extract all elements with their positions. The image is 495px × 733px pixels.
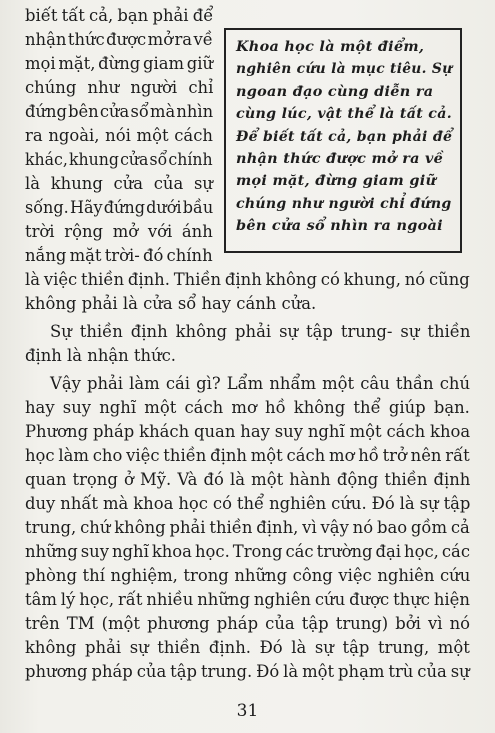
body-line-10: trời rộng mở với ánh <box>25 222 213 241</box>
body-line-13: không phải là cửa sổ hay cánh cửa. <box>25 294 317 313</box>
body-line-23: những suy nghĩ khoa học. Trong các trường đại học, các <box>25 542 470 561</box>
quote-line-6: nhận thức được mở ra về <box>236 150 444 168</box>
body-line-9: sống. Hãy đứng dưới bầu <box>25 198 214 217</box>
quote-line-2: nghiên cứu là mục tiêu. Sự <box>236 60 453 78</box>
body-line-2: nhận thức được mở ra về <box>25 30 213 49</box>
body-line-8: là khung cửa của sự <box>25 174 213 193</box>
quote-line-4: cùng lúc, vật thể là tất cả. <box>236 105 452 123</box>
body-line-6: ra ngoài, nói một cách <box>25 126 213 145</box>
body-line-1: biết tất cả, bạn phải để <box>25 6 214 25</box>
body-line-17: hay suy nghĩ một cách mơ hồ không thể giúp bạn. <box>25 398 470 417</box>
body-line-27: không phải sự thiền định. Đó là sự tập trung, một <box>25 638 470 657</box>
body-line-14: Sự thiền định không phải sự tập trung- sự thiền <box>50 322 471 341</box>
body-line-22: trung, chứ không phải thiền định, vì vậy nó bao gồm cả <box>25 518 470 537</box>
quote-line-3: ngoan đạo cùng diễn ra <box>236 82 434 100</box>
body-line-7: khác, khung cửa sổ chính <box>25 150 213 169</box>
quote-line-7: mọi mặt, đừng giam giữ <box>236 172 437 190</box>
body-line-15: định là nhận thức. <box>25 346 177 365</box>
body-line-24: phòng thí nghiệm, trong những công việc nghiên cứu <box>25 566 471 585</box>
body-line-3: mọi mặt, đừng giam giữ <box>25 54 214 73</box>
quote-line-5: Để biết tất cả, bạn phải để <box>236 127 453 145</box>
body-line-12: là việc thiền định. Thiền định không có khung, nó cũng <box>25 270 470 289</box>
body-line-20: quan trọng ở Mỹ. Và đó là một hành động thiền định <box>25 470 471 489</box>
body-line-16: Vậy phải làm cái gì? Lẩm nhẩm một câu thần chú <box>50 374 471 393</box>
quote-line-9: bên cửa sổ nhìn ra ngoài <box>236 217 443 235</box>
quote-line-1: Khoa học là một điểm, <box>236 38 425 55</box>
page-number: 31 <box>236 701 259 721</box>
body-line-11: nắng mặt trời- đó chính <box>25 246 213 265</box>
quote-line-8: chúng như người chỉ đứng <box>236 194 452 212</box>
body-line-19: học làm cho việc thiền định một cách mơ hồ trở nên rất <box>25 446 470 465</box>
body-line-4: chúng như người chỉ <box>25 78 214 97</box>
quote-box <box>224 28 462 253</box>
body-line-18: Phương pháp khách quan hay suy nghĩ một cách khoa <box>25 422 471 441</box>
body-line-25: tâm lý học, rất nhiều những nghiên cứu được thực hiện <box>25 590 470 609</box>
body-line-26: trên TM (một phương pháp của tập trung) bởi vì nó <box>25 614 471 633</box>
body-line-21: duy nhất mà khoa học có thể nghiên cứu. Đó là sự tập <box>25 494 471 513</box>
body-line-28: phương pháp của tập trung. Đó là một phạm trù của sự <box>25 662 470 681</box>
body-line-5: đứng bên cửa sổ mà nhìn <box>25 102 214 121</box>
